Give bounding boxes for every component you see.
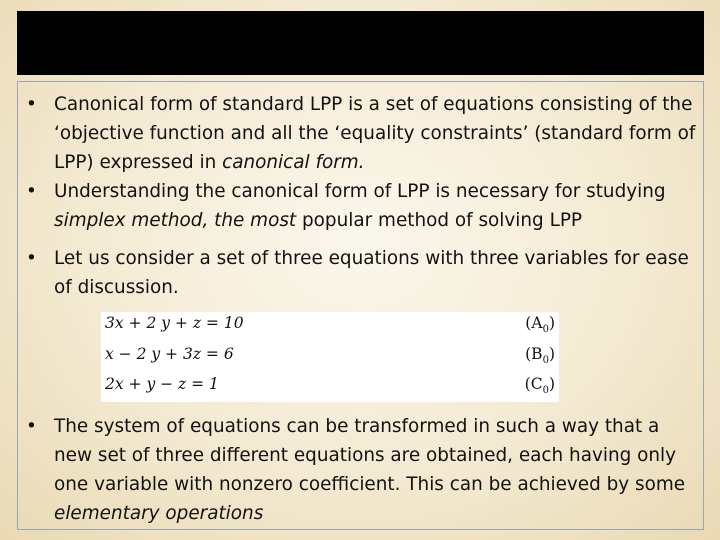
equation-label-letter: A xyxy=(531,314,543,332)
bullet-text xyxy=(54,412,698,528)
equation-label-letter: B xyxy=(531,345,543,363)
equation-row-c0 xyxy=(101,375,559,403)
bullet-text-part: Let us consider a set of three equations with three variables for ease of discussion. xyxy=(54,248,689,298)
bullet-text-italic: simplex method, the most xyxy=(54,210,297,231)
bullet-text-italic: canonical form. xyxy=(222,152,365,173)
equation-text: x − 2 y + 3z = 6 xyxy=(105,345,234,363)
content-box xyxy=(17,81,704,530)
equation-label: $(C_0)$ xyxy=(524,375,555,397)
equation-panel xyxy=(101,312,559,402)
bullet-text xyxy=(54,90,698,177)
bullet-text-part: The system of equations can be transformed in such a way that a new set of three different equations are obtained, each having only one variable with nonzero coefficient. This can be achieved by some xyxy=(54,416,686,495)
bullet-text xyxy=(54,244,698,302)
bullet-item-transform xyxy=(26,412,698,528)
bullet-text-part: popular method of solving LPP xyxy=(296,210,583,231)
bullet-item-consider xyxy=(26,244,698,302)
bullet-text xyxy=(54,177,698,235)
bullet-item-understanding xyxy=(26,177,698,235)
bullet-dot: • xyxy=(26,416,37,437)
equation-label-sub: 0 xyxy=(542,355,549,367)
equation-row-b0 xyxy=(101,345,559,373)
equation-row-a0 xyxy=(101,314,559,342)
equation-label: $(B_0)$ xyxy=(525,345,555,367)
bullet-text-part: Canonical form of standard LPP is a set of equations consisting of the ‘objective function and all the ‘equality constraints’ (standard form of LPP) expressed in xyxy=(54,94,696,173)
bullet-item-canonical-form xyxy=(26,90,698,177)
bullet-text-italic: elementary operations xyxy=(54,503,264,524)
bullet-dot: • xyxy=(26,181,37,202)
equation-text: 2x + y − z = 1 xyxy=(105,375,219,393)
equation-label-sub: 0 xyxy=(542,385,549,397)
equation-label-sub: 0 xyxy=(542,324,549,336)
equation-label: $(A_0)$ xyxy=(525,314,555,336)
equation-text: 3x + 2 y + z = 10 xyxy=(105,314,244,332)
equation-label-letter: C xyxy=(530,375,543,393)
bullet-text-part: Understanding the canonical form of LPP is necessary for studying xyxy=(54,181,666,202)
bullet-dot: • xyxy=(26,248,37,269)
title-bar xyxy=(17,11,704,75)
bullet-dot: • xyxy=(26,94,37,115)
